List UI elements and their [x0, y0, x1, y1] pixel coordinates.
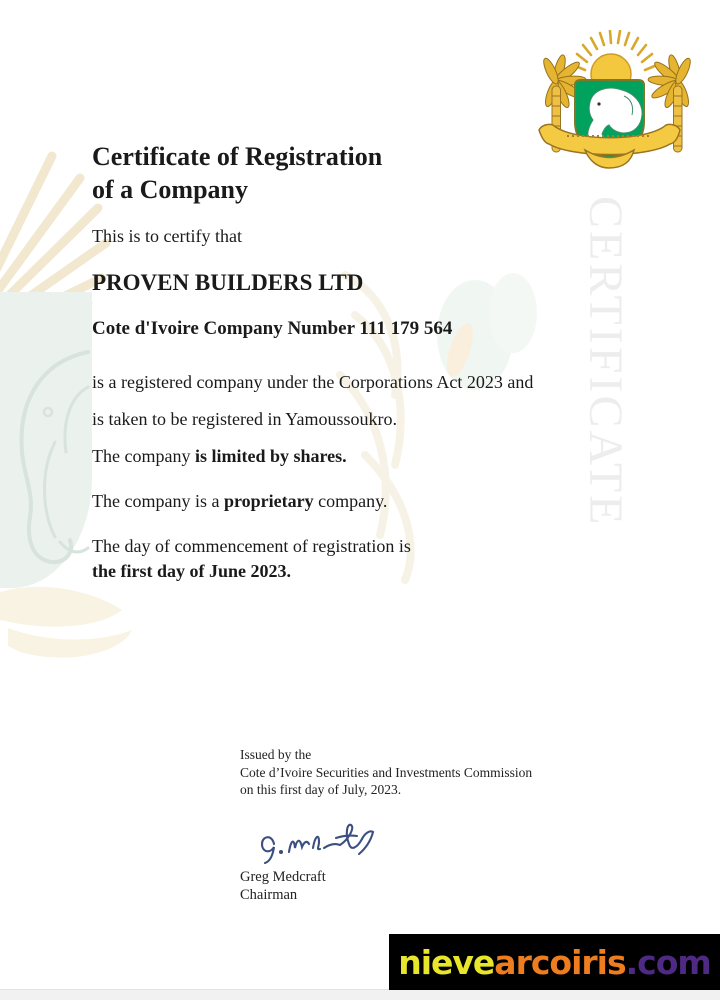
issue-date-line: on this first day of July, 2023. [240, 782, 402, 797]
title-line-2: of a Company [92, 175, 249, 204]
issuer-name-line: Cote d’Ivoire Securities and Investments Commission [240, 764, 533, 780]
certify-intro-text: This is to certify that [92, 226, 242, 246]
faded-ribbon-watermark [0, 580, 140, 680]
issuer-block [240, 746, 532, 799]
proprietary-bold: proprietary [223, 491, 314, 511]
site-logo-part-nieve: nieve [398, 942, 495, 982]
certificate-watermark-text: CERTIFICATE [579, 196, 632, 528]
chairman-signature [258, 814, 378, 870]
site-logo-part-com: .com [625, 942, 711, 982]
faded-elephant-outline [0, 292, 92, 588]
registration-line-2: is taken to be registered in Yamoussoukro. [92, 409, 397, 429]
bottom-strip [0, 989, 720, 1000]
company-name: PROVEN BUILDERS LTD [92, 270, 364, 295]
issued-by-line: Issued by the [240, 747, 312, 762]
registration-statement [92, 364, 533, 438]
proprietary-prefix: The company is a [92, 491, 224, 511]
signatory-block [240, 868, 326, 904]
company-number-line: Cote d'Ivoire Company Number 111 179 564 [92, 318, 453, 339]
limited-prefix: The company [92, 446, 195, 466]
cote-divoire-coat-of-arms-icon [527, 30, 717, 190]
commencement-line-2: the first day of June 2023. [92, 561, 291, 581]
site-logo-part-arcoiris: arcoiris [494, 942, 626, 982]
registration-line-1: is a registered company under the Corporations Act 2023 and [92, 372, 534, 392]
limited-bold: is limited by shares. [194, 446, 347, 466]
limited-by-shares-statement [92, 446, 347, 467]
page-title [92, 140, 382, 206]
proprietary-suffix: company. [313, 491, 388, 511]
signatory-name: Greg Medcraft [240, 869, 326, 885]
signatory-title: Chairman [240, 887, 298, 903]
faded-shield-watermark [0, 292, 92, 588]
proprietary-statement [92, 491, 387, 512]
commencement-line-1: The day of commencement of registration is [92, 536, 411, 556]
commencement-statement [92, 534, 411, 584]
site-watermark-logo [389, 934, 720, 990]
title-line-1: Certificate of Registration [92, 142, 383, 171]
